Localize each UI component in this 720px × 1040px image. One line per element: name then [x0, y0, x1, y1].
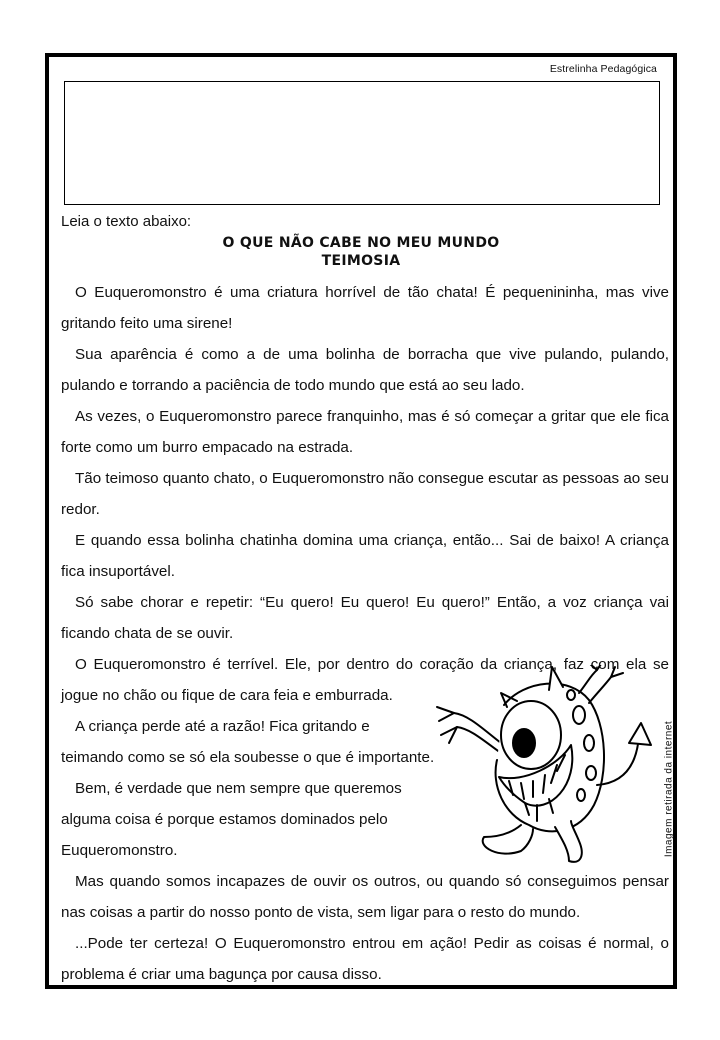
- paragraph: Só sabe chorar e repetir: “Eu quero! Eu quero! Eu quero!” Então, a voz criança vai ficando chata de se ouvir.: [61, 594, 669, 642]
- paragraph: As vezes, o Euqueromonstro parece franquinho, mas é só começar a gritar que ele fica forte como um burro empacado na estrada.: [61, 408, 669, 456]
- paragraph: E quando essa bolinha chatinha domina uma criança, então... Sai de baixo! A criança fica insuportável.: [61, 532, 669, 580]
- paragraph: Sua aparência é como a de uma bolinha de borracha que vive pulando, pulando, pulando e torrando a paciência de todo mundo que está ao seu lado.: [61, 346, 669, 394]
- brand-label: Estrelinha Pedagógica: [549, 63, 657, 75]
- paragraph: Mas quando somos incapazes de ouvir os outros, ou quando só conseguimos pensar nas coisas a partir do nosso ponto de vista, sem ligar para o resto do mundo.: [61, 873, 669, 921]
- answer-box[interactable]: [64, 81, 660, 205]
- worksheet-frame: [45, 53, 677, 989]
- image-credit-text: Imagem retirada da internet: [663, 720, 675, 858]
- paragraph: A criança perde até a razão! Fica gritando e: [75, 718, 370, 735]
- story-title-line1: O QUE NÃO CABE NO MEU MUNDO: [222, 235, 500, 251]
- paragraph: Bem, é verdade que nem sempre que queremos: [75, 780, 402, 797]
- paragraph: teimando como se só ela soubesse o que é importante.: [61, 749, 435, 766]
- image-credit: [661, 709, 677, 869]
- paragraph: Euqueromonstro.: [61, 842, 178, 859]
- paragraph: O Euqueromonstro é uma criatura horrível de tão chata! É pequenininha, mas vive gritando feito uma sirene!: [61, 284, 669, 332]
- paragraph: O Euqueromonstro é terrível. Ele, por dentro do coração da criança, faz com ela se jogue no chão ou fique de cara feia e emburrada.: [61, 656, 669, 704]
- paragraph: Tão teimoso quanto chato, o Euqueromonstro não consegue escutar as pessoas ao seu redor.: [61, 470, 669, 518]
- paragraph: alguma coisa é porque estamos dominados pelo: [61, 811, 388, 828]
- instruction-text: Leia o texto abaixo:: [61, 213, 192, 230]
- story-body: [61, 277, 669, 990]
- story-title-line2: TEIMOSIA: [321, 253, 401, 269]
- paragraph: ...Pode ter certeza! O Euqueromonstro entrou em ação! Pedir as coisas é normal, o problema é criar uma bagunça por causa disso.: [61, 935, 669, 983]
- story-title: [49, 234, 673, 270]
- monster-illustration-icon: [429, 665, 659, 865]
